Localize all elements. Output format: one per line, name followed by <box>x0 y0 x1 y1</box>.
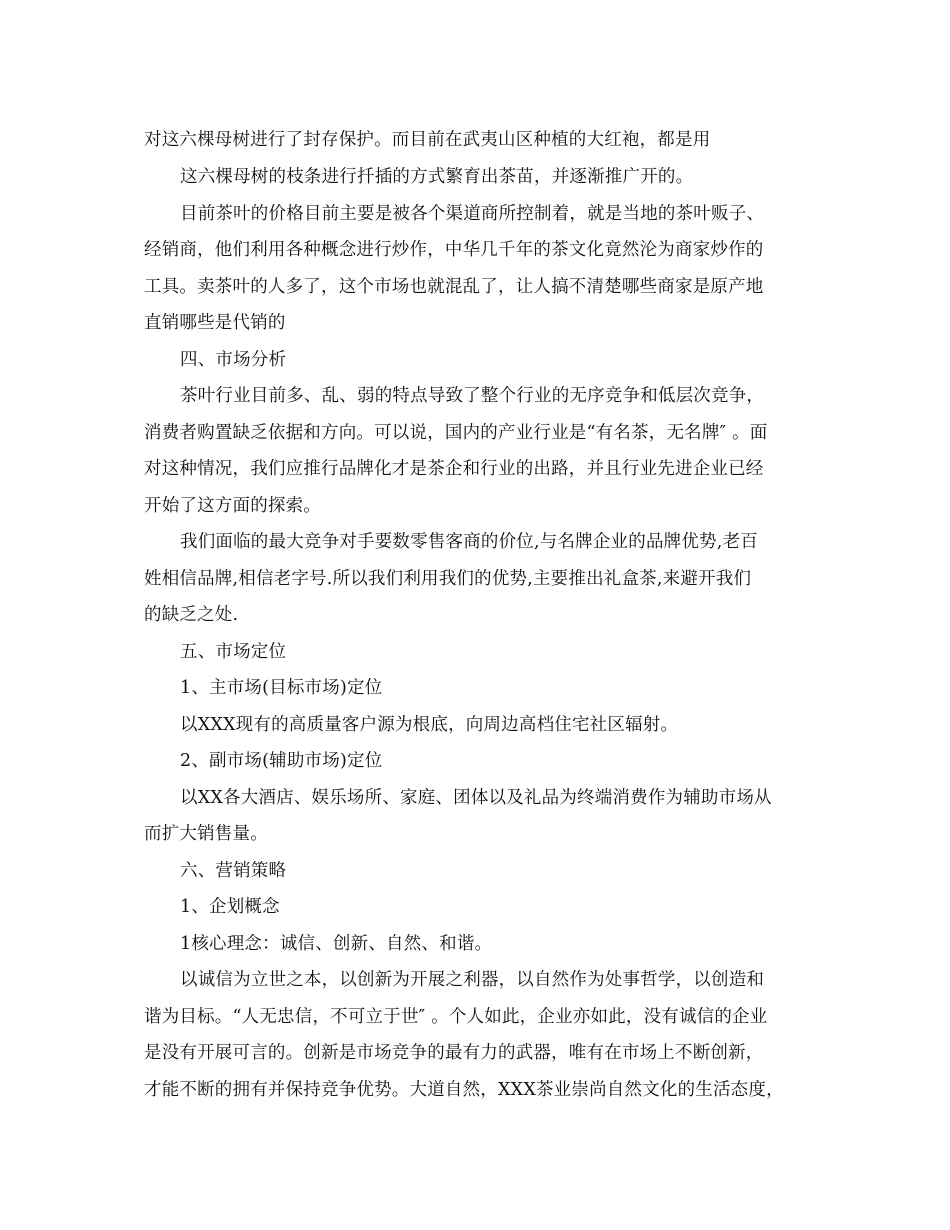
text-line: 直销哪些是代销的 <box>144 313 286 333</box>
text-line: 这六棵母树的枝条进行扦插的方式繁育出茶苗，并逐渐推广开的。 <box>180 167 694 187</box>
text-line: 对这种情况，我们应推行品牌化才是茶企和行业的出路，并且行业先进企业已经 <box>144 459 764 479</box>
text-line: 而扩大销售量。 <box>144 824 268 844</box>
subsection-heading: 1、企划概念 <box>180 897 280 917</box>
text-line: 谐为目标。“人无忠信，不可立于世″ 。个人如此，企业亦如此，没有诚信的企业 <box>144 1007 768 1027</box>
text-line: 对这六棵母树进行了封存保护。而目前在武夷山区种植的大红袍，都是用 <box>144 130 711 150</box>
text-line: 开始了这方面的探索。 <box>144 496 321 516</box>
text-line: 以XXX现有的高质量客户源为根底，向周边高档住宅社区辐射。 <box>180 715 679 735</box>
text-line: 1核心理念：诚信、创新、自然、和谐。 <box>180 934 493 954</box>
text-line: 以XX各大酒店、娱乐场所、家庭、团体以及礼品为终端消费作为辅助市场从 <box>180 788 772 808</box>
section-heading: 五、市场定位 <box>180 642 287 662</box>
text-line: 消费者购置缺乏依据和方向。可以说，国内的产业行业是“有名茶，无名牌″ 。面 <box>144 423 768 443</box>
section-heading: 六、营销策略 <box>180 861 287 881</box>
subsection-heading: 2、副市场(辅助市场)定位 <box>180 751 383 771</box>
text-line: 我们面临的最大竞争对手要数零售客商的价位,与名牌企业的品牌优势,老百 <box>180 532 758 552</box>
text-line: 姓相信品牌,相信老字号.所以我们利用我们的优势,主要推出礼盒茶,来避开我们 <box>144 569 752 589</box>
text-line: 目前茶叶的价格目前主要是被各个渠道商所控制着，就是当地的茶叶贩子、 <box>180 204 765 224</box>
text-line: 经销商，他们利用各种概念进行炒作，中华几千年的茶文化竟然沦为商家炒作的 <box>144 240 764 260</box>
text-line: 茶叶行业目前多、乱、弱的特点导致了整个行业的无序竞争和低层次竞争， <box>180 386 765 406</box>
text-line: 工具。卖茶叶的人多了，这个市场也就混乱了，让人搞不清楚哪些商家是原产地 <box>144 277 764 297</box>
text-line: 才能不断的拥有并保持竞争优势。大道自然，XXX茶业崇尚自然文化的生活态度， <box>144 1080 784 1100</box>
text-line: 的缺乏之处. <box>144 605 239 625</box>
subsection-heading: 1、主市场(目标市场)定位 <box>180 678 383 698</box>
text-line: 是没有开展可言的。创新是市场竞争的最有力的武器，唯有在市场上不断创新， <box>144 1043 764 1063</box>
section-heading: 四、市场分析 <box>180 350 287 370</box>
text-line: 以诚信为立世之本，以创新为开展之利器，以自然作为处事哲学，以创造和 <box>180 970 765 990</box>
